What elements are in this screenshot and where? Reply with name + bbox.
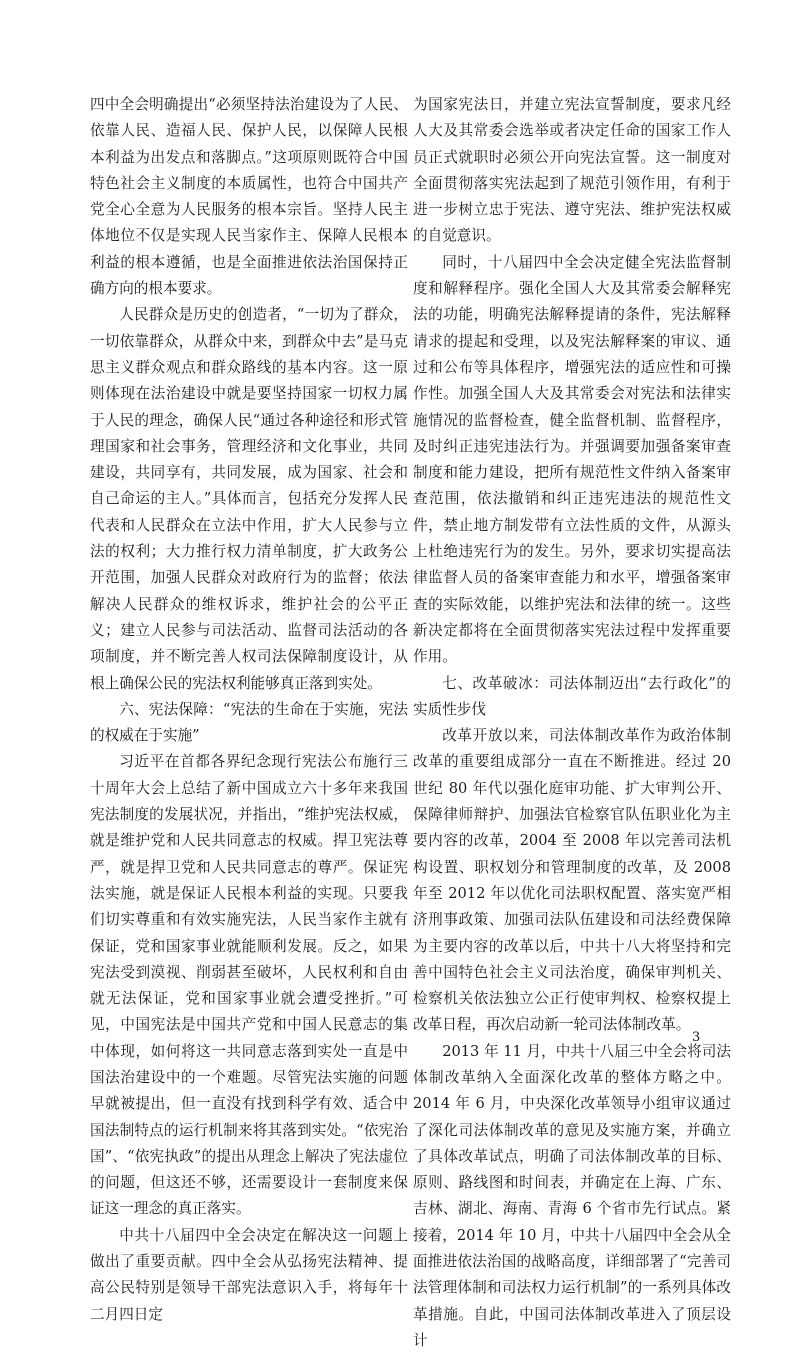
left-column (90, 92, 408, 1328)
page-number: 3 (692, 1030, 701, 1045)
paragraph: 改革开放以来，司法体制改革作为政治体制改革的重要组成部分一直在不断推进。经过 20 世纪 80 年代以强化庭审功能、扩大审判公开、保障律师辩护、加强法官检察官队伍职业化为主要内容的改革，2004 至 2008 年以完善司法机构设置、职权划分和管理制度的改革，及 2008 年至 2012 年以优化司法职权配置、落实宽严相济刑事政策、加强司法队伍建设和司法经费保障为主要内容的改革以后，中共十八大将坚持和完善中国特色社会主义司法治度，确保审判机关、检察机关依法独立公正行使审判权、检察权提上改革日程，再次启动新一轮司法体制改革。 (413, 727, 731, 1034)
paragraph: 2013 年 11 月，中共十八届三中全会将司法体制改革纳入全面深化改革的整体方略之中。2014 年 6 月，中央深化改革领导小组审议通过了深化司法体制改革的意见及实施方案，并确立了具体改革试点，明确了司法体制改革的目标、原则、路线图和时间表，并确定在上海、广东、吉林、湖北、海南、青海 6 个省市先行试点。紧接着，2014 年 10 月，中共十八届四中全会从全面推进依法治国的战略高度，详细部署了“完善司法管理体制和司法权力运行机制”的一系列具体改革措施。自此，中国司法体制改革进入了顶层设计 (413, 1042, 731, 1349)
paragraph: 人民群众是历史的创造者，“一切为了群众，一切依靠群众，从群众中来，到群众中去”是马克思主义群众观点和群众路线的基本内容。这一原则体现在法治建设中就是要坚持国家一切权力属于人民的理念，确保人民“通过各种途径和形式管理国家和社会事务，管理经济和文化事业，共同建设，共同享有，共同发展，成为国家、社会和自己命运的主人。”具体而言，包括充分发挥人民代表和人民群众在立法中作用，扩大人民参与立法的权利；大力推行权力清单制度，扩大政务公开范围，加强人民群众对政府行为的监督；依法解决人民群众的维权诉求，维护社会的公平正义；建立人民参与司法活动、监督司法活动的各项制度，并不断完善人权司法保障制度设计，从根上确保公民的宪法权利能够真正落到实处。 (90, 306, 408, 692)
paragraph: 为国家宪法日，并建立宪法宣誓制度，要求凡经人大及其常委会选举或者决定任命的国家工作人员正式就职时必须公开向宪法宣誓。这一制度对全面贯彻落实宪法起到了规范引领作用，有利于进一步树立忠于宪法、遵守宪法、维护宪法权威的自觉意识。 (413, 96, 731, 245)
paragraph: 习近平在首都各界纪念现行宪法公布施行三十周年大会上总结了新中国成立六十多年来我国宪法制度的发展状况，并指出，“维护宪法权威，就是维护党和人民共同意志的权威。捍卫宪法尊严，就是捍卫党和人民共同意志的尊严。保证宪法实施，就是保证人民根本利益的实现。只要我们切实尊重和有效实施宪法，人民当家作主就有保证，党和国家事业就能顺利发展。反之，如果宪法受到漠视、削弱甚至破坏，人民权利和自由就无法保证，党和国家事业就会遭受挫折。”可见，中国宪法是中国共产党和中国人民意志的集中体现，如何将这一共同意志落到实处一直是中国法治建设中的一个难题。尽管宪法实施的问题早就被提出，但一直没有找到科学有效、适合中国法制特点的运行机制来将其落到实处。“依宪治国”、“依宪执政”的提出从理念上解决了宪法虚位的问题，但这还不够，还需要设计一套制度来保证这一理念的真正落实。 (90, 753, 408, 1218)
paragraph: 同时，十八届四中全会决定健全宪法监督制度和解释程序。强化全国人大及其常委会解释宪法的功能，明确宪法解释提请的条件，宪法解释请求的提起和受理，以及宪法解释案的审议、通过和公布等具体程序，增强宪法的适应性和可操作性。加强全国人大及其常委会对宪法和法律实施情况的监督检查，健全监督机制、监督程序，及时纠正违宪违法行为。并强调要加强备案审查制度和能力建设，把所有规范性文件纳入备案审查范围，依法撤销和纠正违宪违法的规范性文件，禁止地方制发带有立法性质的文件，从源头上杜绝违宪行为的发生。另外，要求切实提高法律监督人员的备案审查能力和水平，增强备案审查的实际效能，以维护宪法和法律的统一。这些新决定都将在全面贯彻落实宪法过程中发挥重要作用。 (413, 253, 731, 666)
right-column (413, 92, 731, 1354)
section-heading: 七、改革破冰：司法体制迈出“去行政化”的实质性步伐 (413, 674, 731, 718)
section-heading: 六、宪法保障：“宪法的生命在于实施，宪法的权威在于实施” (90, 700, 408, 745)
paragraph: 中共十八届四中全会决定在解决这一问题上做出了重要贡献。四中全会从弘扬宪法精神、提高公民特别是领导干部宪法意识入手，将每年十二月四日定 (90, 1226, 408, 1323)
paragraph: 四中全会明确提出“必须坚持法治建设为了人民、依靠人民、造福人民、保护人民，以保障人民根本利益为出发点和落脚点。”这项原则既符合中国特色社会主义制度的本质属性，也符合中国共产党全心全意为人民服务的根本宗旨。坚持人民主体地位不仅是实现人民当家作主、保障人民根本利益的根本遵循，也是全面推进依法治国保持正确方向的根本要求。 (90, 96, 408, 298)
